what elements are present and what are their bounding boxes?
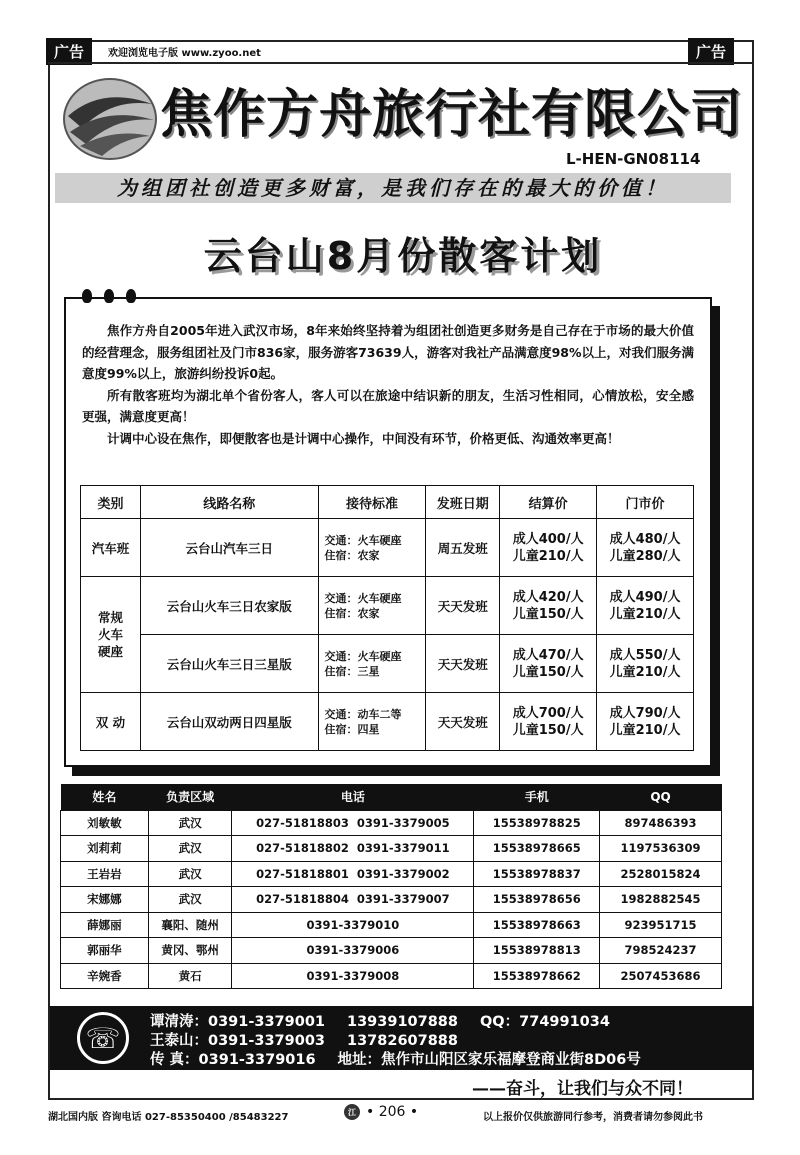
contact-name: 宋娜娜	[61, 887, 149, 913]
table-header-row	[81, 486, 694, 519]
contact-phone: 027-51818803 0391-3379005	[232, 810, 474, 836]
route-standard: 交通：火车硬座 住宿：三星	[318, 635, 426, 693]
table-header-row	[61, 784, 722, 810]
contact-mobile: 15538978837	[474, 861, 600, 887]
retail-price: 成人550/人 儿童210/人	[597, 635, 694, 693]
contact-qq: 2528015824	[600, 861, 722, 887]
plan-title: 云台山8月份散客计划	[203, 234, 603, 278]
contact-name: 辛婉香	[61, 963, 149, 989]
contact-area: 黄石	[148, 963, 232, 989]
contact-table	[60, 784, 722, 989]
contact-mobile: 15538978662	[474, 963, 600, 989]
contact-footer	[50, 1006, 754, 1070]
contact-name: 刘莉莉	[61, 836, 149, 862]
contact-area: 襄阳、随州	[148, 912, 232, 938]
license-number: L-HEN-GN08114	[566, 150, 701, 168]
route-standard: 交通：动车二等 住宿：四星	[318, 693, 426, 751]
route-name: 云台山双动两日四星版	[140, 693, 318, 751]
route-name: 云台山汽车三日	[140, 519, 318, 577]
settle-price: 成人420/人 儿童150/人	[500, 577, 597, 635]
column-header: 类别	[81, 486, 141, 519]
website-note: 欢迎浏览电子版 www.zyoo.net	[108, 48, 261, 59]
contact-mobile: 15538978663	[474, 912, 600, 938]
divider	[48, 62, 754, 64]
route-name: 云台山火车三日农家版	[140, 577, 318, 635]
contact-area: 武汉	[148, 836, 232, 862]
table-row	[81, 635, 694, 693]
contact-phone: 0391-3379008	[232, 963, 474, 989]
contact-qq: 2507453686	[600, 963, 722, 989]
table-row	[81, 693, 694, 751]
contact-name: 郭丽华	[61, 938, 149, 964]
route-category: 常规 火车 硬座	[81, 577, 141, 693]
route-standard: 交通：火车硬座 住宿：农家	[318, 519, 426, 577]
route-date: 周五发班	[426, 519, 500, 577]
intro-paragraph: 计调中心设在焦作，即便散客也是计调中心操作，中间没有环节，价格更低、沟通效率更高！	[107, 430, 620, 446]
company-logo-icon	[62, 76, 158, 162]
column-header: 姓名	[61, 784, 149, 810]
contact-area: 武汉	[148, 887, 232, 913]
retail-price: 成人480/人 儿童280/人	[597, 519, 694, 577]
contact-name: 王岩岩	[61, 861, 149, 887]
table-row	[61, 938, 722, 964]
contact-area: 武汉	[148, 861, 232, 887]
table-row	[61, 963, 722, 989]
contact-phone: 027-51818802 0391-3379011	[232, 836, 474, 862]
intro-paragraph: 焦作方舟自2005年进入武汉市场，8年来始终坚持着为组团社创造更多财务是自己存在于市场的最大价值的经营理念，服务组团社及门市836家，服务游客73639人，游客对我社产品满意度98%以上，对我们服务满意度99%以上，旅游纠纷投诉0起。	[82, 323, 695, 381]
contact-qq: 897486393	[600, 810, 722, 836]
table-row	[61, 887, 722, 913]
column-header: 电话	[232, 784, 474, 810]
route-category: 双 动	[81, 693, 141, 751]
table-row	[81, 577, 694, 635]
table-row	[61, 810, 722, 836]
settle-price: 成人700/人 儿童150/人	[500, 693, 597, 751]
column-header: 负责区域	[148, 784, 232, 810]
disclaimer: 以上报价仅供旅游同行参考，消费者请勿参阅此书	[483, 1112, 703, 1123]
contact-mobile: 15538978813	[474, 938, 600, 964]
footer-line: 谭清涛：0391-3379001 13939107888 QQ：774991034	[150, 1014, 610, 1030]
retail-price: 成人490/人 儿童210/人	[597, 577, 694, 635]
contact-area: 黄冈、鄂州	[148, 938, 232, 964]
column-header: 手机	[474, 784, 600, 810]
route-category: 汽车班	[81, 519, 141, 577]
ad-tag-left: 广告	[46, 38, 92, 65]
contact-mobile: 15538978656	[474, 887, 600, 913]
edition-note: 湖北国内版 咨询电话 027-85350400 /85483227	[48, 1112, 289, 1123]
contact-mobile: 15538978665	[474, 836, 600, 862]
column-header: QQ	[600, 784, 722, 810]
page-number: 江 • 206 •	[344, 1104, 418, 1120]
column-header: 结算价	[500, 486, 597, 519]
route-standard: 交通：火车硬座 住宿：农家	[318, 577, 426, 635]
contact-mobile: 15538978825	[474, 810, 600, 836]
retail-price: 成人790/人 儿童210/人	[597, 693, 694, 751]
route-date: 天天发班	[426, 635, 500, 693]
settle-price: 成人470/人 儿童150/人	[500, 635, 597, 693]
seal-icon: 江	[344, 1104, 360, 1120]
column-header: 线路名称	[140, 486, 318, 519]
motto: ——奋斗，让我们与众不同！	[472, 1079, 693, 1099]
footer-line: 王泰山：0391-3379003 13782607888	[150, 1033, 458, 1049]
company-name: 焦作方舟旅行社有限公司	[160, 84, 744, 145]
table-row	[61, 836, 722, 862]
route-date: 天天发班	[426, 577, 500, 635]
contact-qq: 1982882545	[600, 887, 722, 913]
decorative-dots	[82, 289, 136, 303]
slogan-banner: 为组团社创造更多财富，是我们存在的最大的价值！	[55, 173, 731, 203]
table-row	[81, 519, 694, 577]
contact-phone: 027-51818801 0391-3379002	[232, 861, 474, 887]
route-table	[80, 485, 694, 751]
contact-phone: 0391-3379010	[232, 912, 474, 938]
ad-tag-right: 广告	[688, 38, 734, 65]
contact-name: 刘敏敏	[61, 810, 149, 836]
phone-icon: ☏	[77, 1012, 129, 1064]
footer-line: 传 真：0391-3379016 地址：焦作市山阳区家乐福摩登商业街8D06号	[150, 1052, 641, 1068]
settle-price: 成人400/人 儿童210/人	[500, 519, 597, 577]
intro-paragraph: 所有散客班均为湖北单个省份客人，客人可以在旅途中结识新的朋友，生活习性相同，心情放松，安全感更强，满意度更高！	[82, 387, 694, 424]
contact-name: 薛娜丽	[61, 912, 149, 938]
route-date: 天天发班	[426, 693, 500, 751]
contact-qq: 798524237	[600, 938, 722, 964]
intro-text	[82, 320, 694, 449]
column-header: 发班日期	[426, 486, 500, 519]
route-name: 云台山火车三日三星版	[140, 635, 318, 693]
contact-phone: 0391-3379006	[232, 938, 474, 964]
contact-phone: 027-51818804 0391-3379007	[232, 887, 474, 913]
column-header: 门市价	[597, 486, 694, 519]
table-row	[61, 861, 722, 887]
contact-qq: 923951715	[600, 912, 722, 938]
contact-area: 武汉	[148, 810, 232, 836]
contact-qq: 1197536309	[600, 836, 722, 862]
table-row	[61, 912, 722, 938]
column-header: 接待标准	[318, 486, 426, 519]
